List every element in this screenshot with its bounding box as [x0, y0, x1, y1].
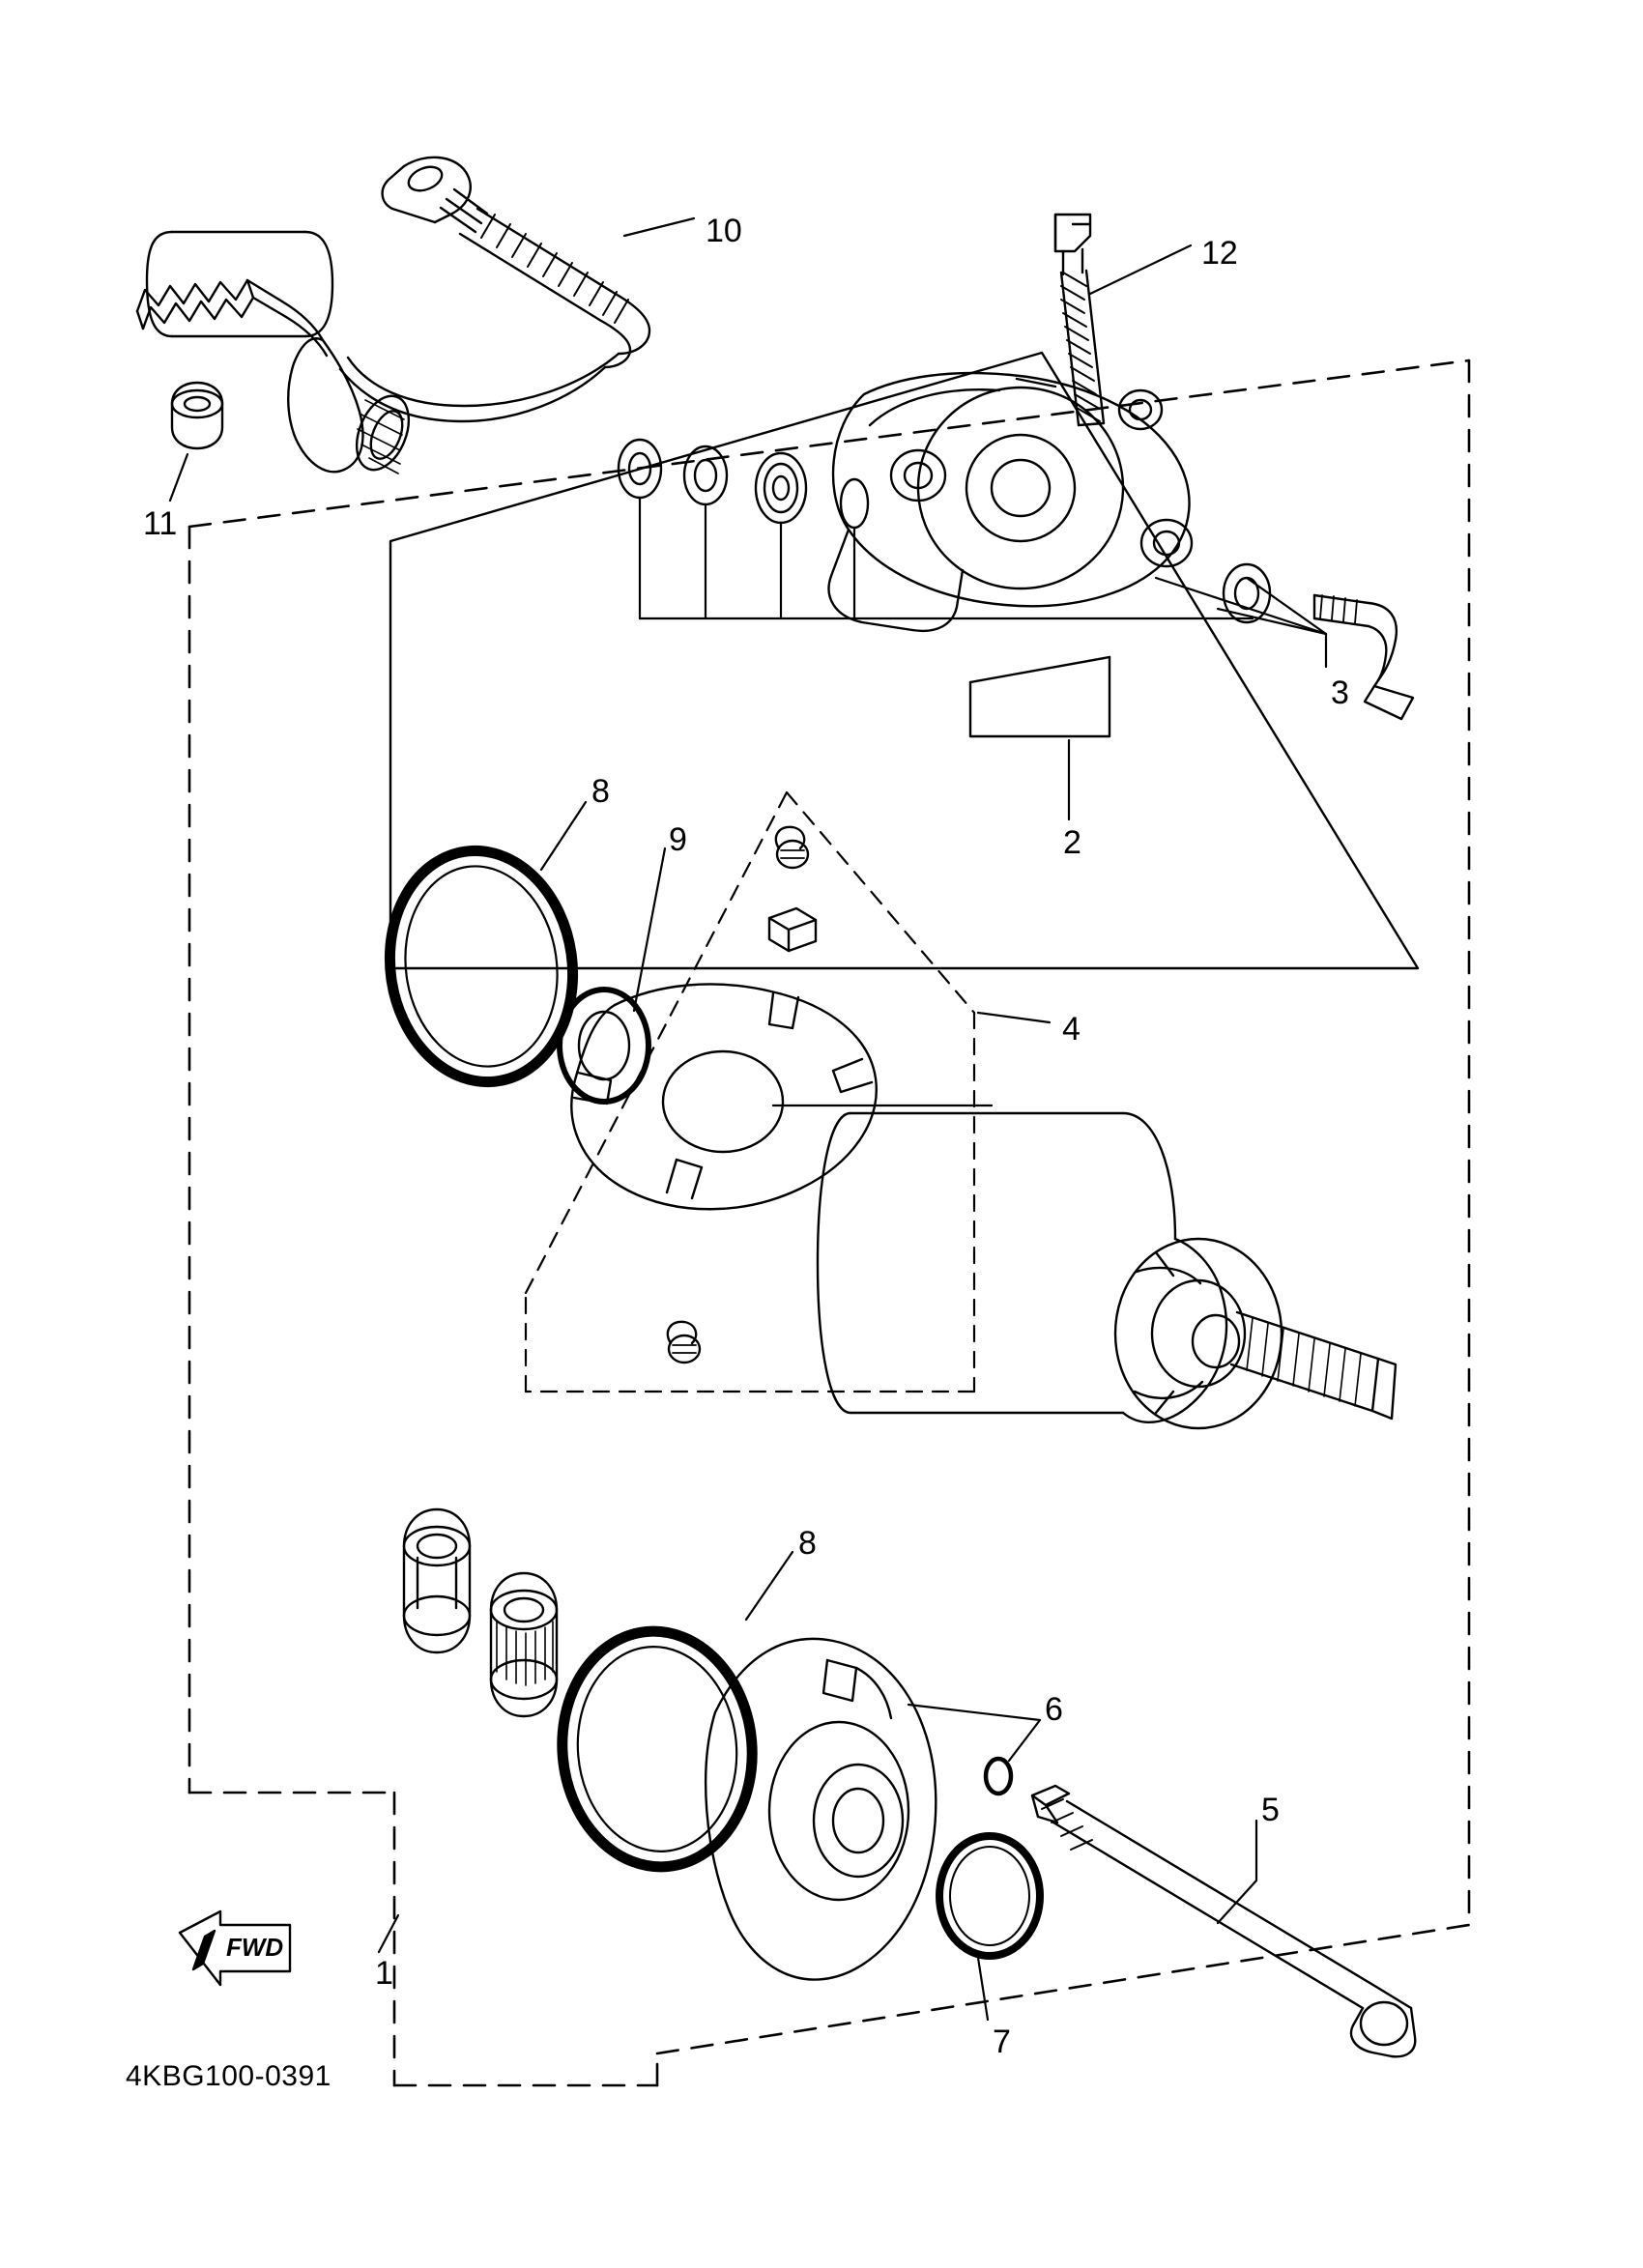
part-4-dashed-group	[524, 790, 978, 1392]
part-11-boot	[137, 232, 418, 477]
callout-7: 7	[993, 2024, 1011, 2060]
part-3-washers-and-lead	[619, 440, 1413, 719]
part-4-brush-components	[668, 827, 816, 1363]
part-10-terminal-bolt	[383, 158, 649, 367]
callout-8-upper: 8	[591, 773, 610, 810]
callout-11: 11	[143, 505, 178, 542]
fwd-label: FWD	[226, 1933, 284, 1962]
lower-bracket-outline	[344, 1063, 1418, 1841]
callout-1: 1	[375, 1955, 393, 1992]
callout-3: 3	[1331, 675, 1349, 711]
drawing-part-number: 4KBG100-0391	[126, 2060, 331, 2092]
callout-6: 6	[1045, 1691, 1063, 1728]
callout-12: 12	[1201, 235, 1238, 272]
callout-10: 10	[706, 213, 742, 249]
callout-4: 4	[1062, 1011, 1081, 1048]
part-1-bearings	[404, 1509, 557, 1716]
callout-5: 5	[1261, 1792, 1280, 1828]
part-10-lead-cable	[340, 354, 619, 421]
part-6-small-oring	[986, 1759, 1011, 1794]
part-2-front-bracket	[829, 373, 1192, 736]
part-8-lower-oring	[553, 1623, 763, 1875]
part-5-long-bolt	[1032, 1786, 1415, 2056]
part-7-oring	[939, 1836, 1040, 1956]
callout-2: 2	[1063, 824, 1081, 861]
callout-9: 9	[669, 821, 687, 858]
part-12-screw	[1055, 215, 1104, 425]
part-4-armature	[818, 1113, 1396, 1428]
part-8-upper-oring	[375, 839, 588, 1094]
callout-8-lower: 8	[798, 1525, 817, 1562]
upper-bracket-outline	[390, 353, 1418, 968]
